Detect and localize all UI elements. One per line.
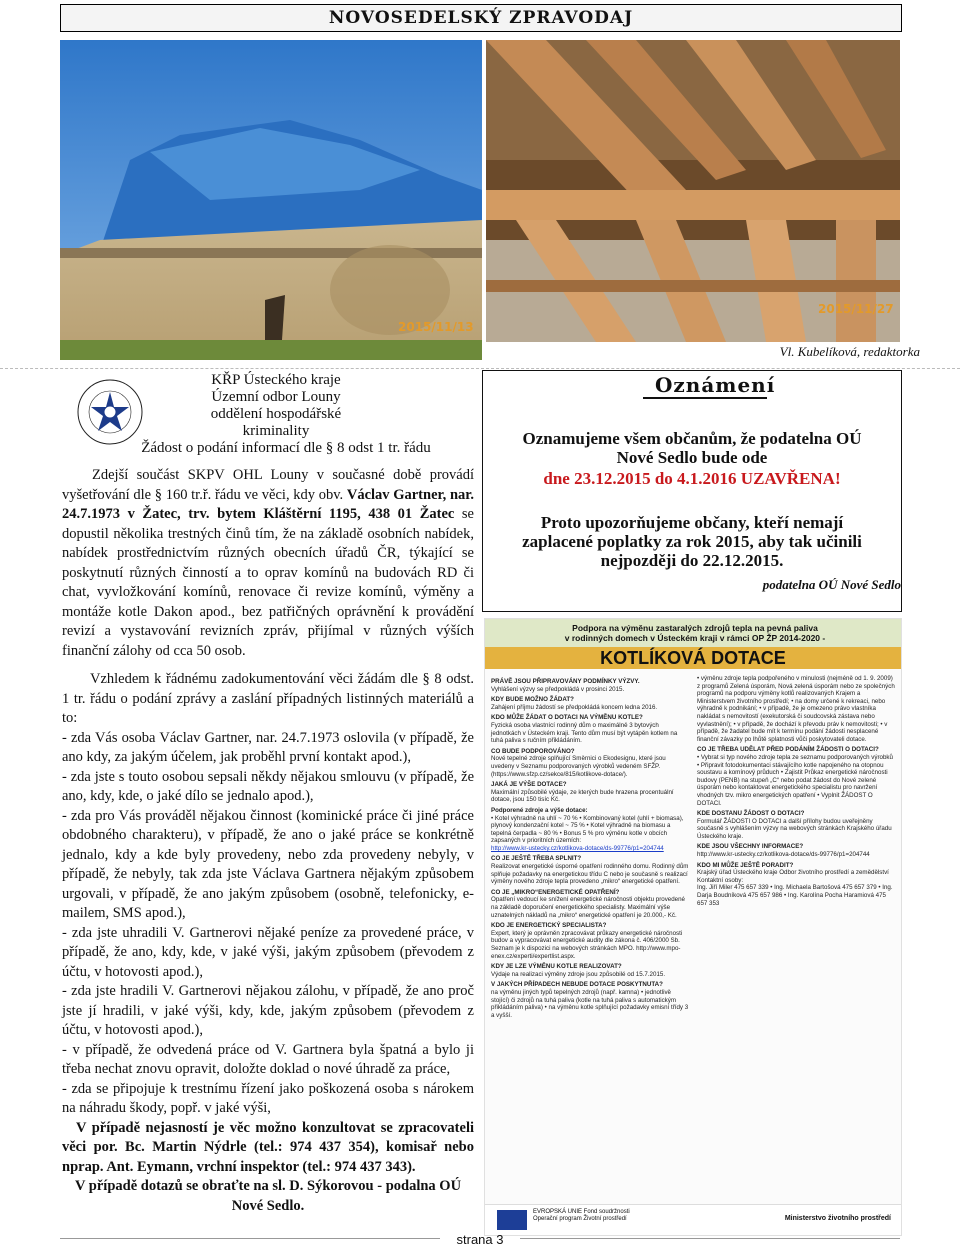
- leaflet-header: [485, 619, 901, 669]
- notice-warning: zaplacené poplatky za rok 2015, aby tak učinili: [522, 532, 862, 551]
- leaflet-section-heading: PRÁVĚ JSOU PŘIPRAVOVÁNY PODMÍNKY VÝZVY.: [491, 678, 640, 685]
- body-paragraph: - v případě, že odvedená práce od V. Gartnera byla špatná a bylo ji třeba nechat znovu opravit, doložte doklad o nové úhradě za práce,: [62, 1041, 474, 1077]
- newsletter-title: NOVOSEDELSKÝ ZPRAVODAJ: [60, 4, 902, 32]
- leaflet-footer: [485, 1204, 901, 1235]
- body-paragraph: - zda jste uhradili V. Gartnerovi nějaké peníze za provedené práce, v případě, že ano, kdy, kde, v jaké výši, jakým způsobem (převodem z účtu, v hotovosti apod.),: [62, 924, 474, 980]
- leaflet-section-heading: KDO JE ENERGETICKÝ SPECIALISTA?: [491, 922, 607, 930]
- police-request: [62, 370, 486, 659]
- page-number: strana 3: [456, 1232, 504, 1247]
- body-paragraph: - zda se připojuje k trestnímu řízení jako poškozená osoba s nárokem na náhradu škody, popř. v jaké výši,: [62, 1080, 474, 1116]
- photo-roof-timbers: [486, 40, 900, 342]
- leaflet-section-text: http://www.kr-ustecky.cz/kotlikova-dotace/ds-99776/p1=204744: [697, 851, 870, 859]
- leaflet-column-left: [491, 675, 689, 1019]
- closing-paragraph: V případě nejasností je věc možno konzultovat se zpracovateli věci por. Bc. Martin Nýdrle (tel.: 974 437 354), komisař nebo nprap. Ant. Eymann, vrchní inspektor (tel.: 974 437 343).: [62, 1119, 474, 1175]
- leaflet-section-text: Opatření vedoucí ke snížení energetické náročnosti objektu provedené na základě doporučení energetického specialisty. Maximální výše uznatelných nákladů na „mikro“ energetické opatření je 20.000,- Kč.: [491, 896, 685, 919]
- leaflet-section-text: Výdaje na realizaci výměny zdroje jsou způsobilé od 15.7.2015.: [491, 970, 666, 978]
- police-heading-line: oddělení hospodářské kriminality: [210, 406, 342, 439]
- photo-date-right: 2015/11/27: [818, 302, 894, 316]
- leaflet-subtitle-line: v rodinných domech v Ústeckém kraji v rámci OP ŽP 2014-2020 -: [564, 633, 826, 643]
- leaflet-section-heading: Podporené zdroje a výše dotace:: [491, 806, 588, 814]
- photo-credit: Vl. Kubelíková, redaktorka: [779, 344, 920, 359]
- leaflet-section-heading: KDE DOSTANU ŽÁDOST O DOTACI?: [697, 810, 805, 818]
- leaflet-section-text: na výměnu jiných typů tepelných zdrojů (např. kamna) • jednotlivě stojící) či zdrojů na tuhá paliva (kotle na tuhá paliva s automatickým přikládáním paliva) • na výměnu kotle splňující požadavky emisní třídy 3 a vyšší.: [491, 988, 689, 1019]
- leaflet-section-heading: KDO MŮŽE ŽÁDAT O DOTACI NA VÝMĚNU KOTLE?: [491, 714, 643, 722]
- police-heading-line: KŘP Ústeckého kraje: [211, 372, 341, 388]
- leaflet-section-text: Vyhlášení výzvy se předpokládá v prosinci 2015.: [491, 685, 625, 693]
- suspect-name: Václav Gartner, nar. 24.7.1973 v Žatec, trv. bytem Kláštěrní 1195, 438 01 Žatec: [62, 486, 474, 522]
- leaflet-section-heading: CO JE TŘEBA UDĚLAT PŘED PODÁNÍM ŽÁDOSTI O DOTACI?: [697, 746, 879, 754]
- request-body: [62, 670, 474, 1216]
- leaflet-section-heading: V JAKÝCH PŘÍPADECH NEBUDE DOTACE POSKYTNUTA?: [491, 981, 663, 989]
- leaflet-section-text: Realizovat energetické úsporné opatření rodinného domu. Rodinný dům splňuje požadavky na energetickou třídu C nebo je současně s realizací výměny nového zdroje tepla provedeno „mikro“ energetické opatření.: [491, 863, 689, 886]
- leaflet-section-text: Formulář ŽÁDOSTI O DOTACI a další přílohy budou uveřejněny současně s vyhlášením výzvy na webových stránkách Krajského úřadu Ústeckého kraje.: [697, 817, 892, 840]
- police-heading: [186, 372, 366, 440]
- notice-line: Nové Sedlo bude ode: [616, 448, 768, 467]
- notice-title: Oznámení: [655, 373, 776, 397]
- footer-rule-right: [520, 1238, 900, 1239]
- leaflet-section-heading: KDO MI MŮŽE JEŠTĚ PORADIT?: [697, 861, 794, 869]
- footer-rule-left: [60, 1238, 440, 1239]
- police-heading-line: Územní odbor Louny: [211, 389, 341, 405]
- photo-date-left: 2015/11/13: [398, 320, 474, 334]
- body-paragraph: - zda jste hradili V. Gartnerovi nějakou zálohu, v případě, že ano proč jste jí hradili, v jaké výši, kdy, kde, jakým způsobem (převodem z účtu, v hotovosti apod.),: [62, 983, 474, 1038]
- contact-paragraph: V případě dotazů se obraťte na sl. D. Sýkorovou - podalna OÚ Nové Sedlo.: [74, 1178, 462, 1214]
- leaflet-link[interactable]: http://www.kr-ustecky.cz/kotlikova-dotace/ds-99776/p1=204744: [491, 844, 664, 852]
- leaflet-section-text: Ing. Jiří Miler 475 657 339 • Ing. Michaela Bartošová 475 657 379 • Ing. Darja Boudníková 475 657 986 • Ing. Karolína Pocha Haramiová 475 657 353: [697, 884, 893, 907]
- leaflet-section-text: • výměnu zdroje tepla podpořeného v minulosti (nejméně od 1. 9. 2009) z programů Zelená úsporám, Nová zelená úsporám nebo ze společných programů na podporu výměny kotlů realizovaných Krajem a Ministerstvem životního prostředí; • na domy určené k rekreaci, nebo výhradně k podnikání; • v případě, že je omezeno právo vlastníka nakládat s nemovitostí (exekutorská či soudcovská zástava nebo vyvlastnění); • v případě, že dochází k převodu práv k nemovitosti; • v případě, že žadatel bude mít k termínu podání žádosti nesplacené finanční závazky po lhůtě splatnosti vůči poskytovateli dotace.: [697, 675, 895, 743]
- ministry-text: Ministerstvo životního prostředí: [784, 1215, 891, 1222]
- leaflet-section-heading: CO JE „MIKRO“ENERGETICKÉ OPATŘENÍ?: [491, 888, 620, 896]
- leaflet-subtitle-line: Podpora na výměnu zastaralých zdrojů tepla na pevná paliva: [572, 623, 818, 633]
- leaflet-section-heading: KDY JE LZE VÝMĚNU KOTLE REALIZOVAT?: [491, 963, 622, 971]
- leaflet-section-text: Krajský úřad Ústeckého kraje Odbor životního prostředí a zemědělství Kontaktní osoby:: [697, 869, 889, 884]
- intro-text: se dopustil několika trestných činů tím, že na základě osobních nabídek, nabídek prostřednictvím různých obecních úřadů ČR, týkající se poskytnutí různých činností a to oprav komínů na budovách RD či chat, vyvložkování komínů, renovace či revize komínů, výměny a montáže kotle Dakon apod., bez patřičných oprávnění k provádění revizí a vystavování revizních zpráv, přijímal v různých výších finanční zálohy od cca 50 osob.: [62, 506, 474, 659]
- eu-flag-icon: [497, 1210, 527, 1230]
- body-paragraph: - zda pro Vás prováděl nějakou činnost (kominické práce či jiné práce obdobného charakteru), v případě, že ano o jaké práce se konkrétně jednalo, kdy a kde byly provedeny, nebo zda provedeny nebyly, v případě, že nebyly, tak zda jste Václava Gartnera nějakým způsobem urgovali, v případě, že ano jakým způsobem (osobně, telefonicky, e-mailem, SMS apod.),: [62, 807, 474, 921]
- leaflet-section-heading: CO JE JEŠTĚ TŘEBA SPLNIT?: [491, 855, 582, 863]
- notice-box: [482, 370, 902, 612]
- intro-text: Zdejší součást SKPV OHL Louny v současné době provádí vyšetřování dle § 160 tr.ř. řádu ve věci, kdy obv.: [62, 467, 474, 503]
- leaflet-subtitle: [545, 623, 845, 643]
- body-paragraph: - zda jste s touto osobou sepsali někdy nějakou smlouvu (v případě, že ano, kdy, kde, o jaké dílo se jednalo apod.),: [62, 768, 474, 804]
- leaflet-section-text: Zahájení příjmu žádostí se předpokládá koncem ledna 2016.: [491, 703, 658, 711]
- leaflet-section-text: Nové tepelné zdroje splňující Směrnici o Ekodesignu, které jsou uvedeny v Seznamu podporovaných výrobků vedeném SFŽP. (https://www.sfzp.cz/sekce/815/kotlikove-dotace/).: [491, 755, 666, 778]
- boiler-subsidy-leaflet: [484, 618, 902, 1236]
- leaflet-section-text: Expert, který je oprávněn zpracovávat průkazy energetické náročnosti budov a vypracovávat energetické audity dle zákona č. 406/2000 Sb. Seznam je k dispozici na webových stránkách MPO. http://www.mpo-enex.cz/experti/expertlist.aspx.: [491, 929, 683, 960]
- leaflet-title: KOTLÍKOVÁ DOTACE: [485, 647, 901, 669]
- photo-roof-tarp: [60, 40, 482, 360]
- leaflet-section-text: • Kotel výhradně na uhlí ~ 70 % • Kombinovaný kotel (uhlí + biomasa), plynový kondenzační kotel ~ 75 % • Kotel výhradně na biomasu a tepelná čerpadla ~ 80 % • Bonus 5 % pro výměnu kotle v obcích zapsaných v prioritních územích:: [491, 814, 684, 845]
- notice-line: Oznamujeme všem občanům, že podatelna OÚ: [522, 429, 862, 448]
- eu-fund-text: EVROPSKÁ UNIE Fond soudržnosti Operační program Životní prostředí: [533, 1209, 630, 1222]
- leaflet-column-right: [697, 675, 895, 907]
- leaflet-section-heading: KDE JSOU VŠECHNY INFORMACE?: [697, 843, 804, 851]
- leaflet-section-text: Maximální způsobilé výdaje, ze kterých bude hrazena procentuální dotace, jsou 150 tisíc Kč.: [491, 788, 674, 804]
- notice-signature: podatelna OÚ Nové Sedlo: [762, 577, 901, 592]
- request-intro: [62, 466, 474, 661]
- body-paragraph: Vzhledem k řádnému zadokumentování věci žádám dle § 8 odst. 1 tr. řádu o podání zprávy a zaslání případných listinných materiálů a to:: [62, 671, 474, 726]
- leaflet-section-heading: CO BUDE PODPOROVÁNO?: [491, 747, 575, 755]
- leaflet-section-heading: KDY BUDE MOŽNO ŽÁDAT?: [491, 696, 574, 704]
- body-paragraph: - zda Vás osoba Václav Gartner, nar. 24.7.1973 oslovila (v případě, že ano kdy, za jakým účelem, jak proběhl první kontakt apod.),: [62, 729, 474, 765]
- notice-closure-dates: dne 23.12.2015 do 4.1.2016 UZAVŘENA!: [543, 469, 841, 488]
- notice-warning: nejpozději do 22.12.2015.: [600, 551, 784, 570]
- notice-warning: Proto upozorňujeme občany, kteří nemají: [540, 513, 844, 532]
- request-title: Žádost o podání informací dle § 8 odst 1 tr. řádu: [141, 440, 431, 456]
- police-star-logo: [76, 378, 144, 446]
- leaflet-section-text: • Vybrat si typ nového zdroje tepla ze seznamu podporovaných výrobků • Připravit fotodokumentaci stávajícího kotle napojeného na otopnou soustavu a komínový průduch • Zajistit Průkaz energetické náročnosti budovy (PENB) na stupeň „C“ nebo podat žádost do Nové zelené úsporám nebo kontaktovat energetického specialistu pro navržení vhodných tzv. mikro energetických opatření • Vyplnit ŽÁDOST O DOTACI.: [697, 753, 893, 807]
- leaflet-section-heading: JAKÁ JE VÝŠE DOTACE?: [491, 781, 567, 789]
- leaflet-section-text: Fyzická osoba vlastnící rodinný dům o maximálně 3 bytových jednotkách v Ústeckém kraji. Tento dům musí být vytápěn kotlem na tuhá paliva s ručním přikládáním.: [491, 721, 678, 745]
